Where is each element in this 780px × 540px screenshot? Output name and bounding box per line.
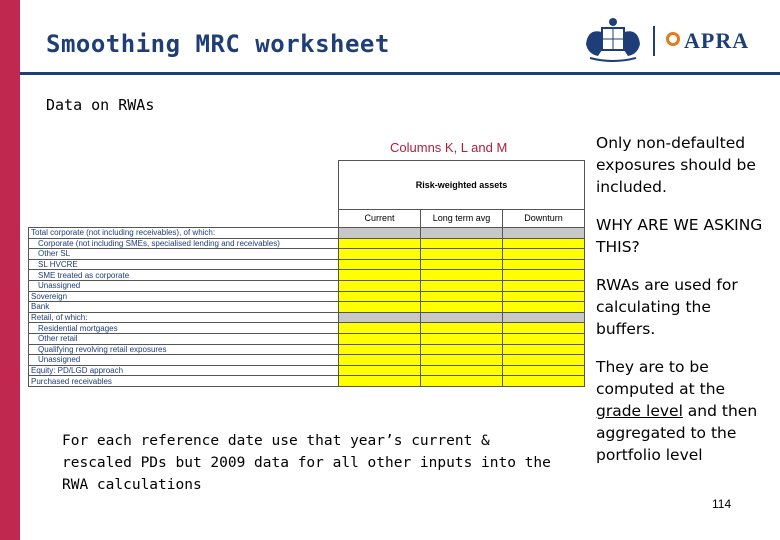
table-row [29, 355, 585, 366]
column-header: Downturn [503, 210, 585, 228]
table-column-header-row [29, 210, 585, 228]
input-cell[interactable] [503, 355, 585, 366]
row-label: Total corporate (not including receivables), of which: [29, 228, 339, 239]
left-accent-bar [0, 0, 20, 540]
input-cell[interactable] [503, 323, 585, 334]
input-cell[interactable] [339, 238, 421, 249]
input-cell[interactable] [503, 238, 585, 249]
input-cell[interactable] [421, 249, 503, 260]
input-cell[interactable] [421, 323, 503, 334]
input-cell[interactable] [503, 344, 585, 355]
row-label: Retail, of which: [29, 312, 339, 323]
input-cell[interactable] [421, 270, 503, 281]
input-cell[interactable] [421, 355, 503, 366]
apra-logo-text: APRA [684, 28, 750, 53]
row-label: SME treated as corporate [29, 270, 339, 281]
input-cell[interactable] [339, 291, 421, 302]
input-cell[interactable] [339, 270, 421, 281]
input-cell[interactable] [503, 249, 585, 260]
table-row [29, 365, 585, 376]
input-cell[interactable] [421, 291, 503, 302]
input-cell[interactable] [421, 280, 503, 291]
table-row [29, 238, 585, 249]
input-cell[interactable] [339, 376, 421, 387]
input-cell[interactable] [421, 259, 503, 270]
coat-of-arms-icon [578, 14, 648, 66]
title-divider [20, 72, 780, 75]
note-rwa-usage: RWAs are used for calculating the buffers. [596, 276, 738, 338]
row-label: Purchased receivables [29, 376, 339, 387]
input-cell[interactable] [339, 302, 421, 313]
input-cell[interactable] [339, 259, 421, 270]
table-row [29, 259, 585, 270]
input-cell[interactable] [503, 259, 585, 270]
slide-title: Smoothing MRC worksheet [46, 30, 390, 58]
input-cell[interactable] [339, 333, 421, 344]
input-cell[interactable] [421, 333, 503, 344]
input-cell[interactable] [503, 376, 585, 387]
input-cell[interactable] [503, 228, 585, 239]
instruction-note: For each reference date use that year’s current & rescaled PDs but 2009 data for all other inputs into the RWA calculations [62, 433, 551, 493]
input-cell[interactable] [503, 302, 585, 313]
logo-group [578, 14, 768, 66]
apra-ring-icon [666, 32, 680, 46]
logo-separator [653, 26, 655, 56]
input-cell[interactable] [339, 355, 421, 366]
row-label: Unassigned [29, 355, 339, 366]
row-label: Unassigned [29, 280, 339, 291]
input-cell[interactable] [421, 365, 503, 376]
input-cell[interactable] [503, 312, 585, 323]
column-header: Current [339, 210, 421, 228]
row-label: Other retail [29, 333, 339, 344]
input-cell[interactable] [339, 280, 421, 291]
input-cell[interactable] [421, 344, 503, 355]
rwa-table [28, 160, 585, 387]
input-cell[interactable] [421, 312, 503, 323]
table-row [29, 376, 585, 387]
row-label: Sovereign [29, 291, 339, 302]
table-row [29, 312, 585, 323]
input-cell[interactable] [339, 228, 421, 239]
note-computation: They are to be computed at the grade level and then aggregated to the portfolio level [596, 358, 758, 464]
input-cell[interactable] [339, 323, 421, 334]
table-row [29, 249, 585, 260]
note-why-asking: WHY ARE WE ASKING THIS? [596, 216, 763, 256]
table-row [29, 333, 585, 344]
input-cell[interactable] [503, 333, 585, 344]
input-cell[interactable] [339, 312, 421, 323]
note-non-defaulted: Only non-defaulted exposures should be included. [596, 134, 756, 196]
table-row [29, 270, 585, 281]
row-label: Bank [29, 302, 339, 313]
page-number: 114 [712, 497, 732, 511]
side-notes [596, 132, 766, 482]
row-label: SL HVCRE [29, 259, 339, 270]
input-cell[interactable] [421, 302, 503, 313]
table-row [29, 280, 585, 291]
input-cell[interactable] [503, 365, 585, 376]
input-cell[interactable] [421, 228, 503, 239]
table-row [29, 228, 585, 239]
header-risk-weighted-assets: Risk-weighted assets [339, 161, 585, 210]
column-header: Long term avg [421, 210, 503, 228]
grade-level-text: grade level [596, 402, 683, 420]
row-label: Residential mortgages [29, 323, 339, 334]
table-row [29, 291, 585, 302]
row-label: Equity: PD/LGD approach [29, 365, 339, 376]
row-label: Other SL [29, 249, 339, 260]
input-cell[interactable] [421, 376, 503, 387]
row-label: Qualifying revolving retail exposures [29, 344, 339, 355]
input-cell[interactable] [339, 249, 421, 260]
input-cell[interactable] [339, 365, 421, 376]
input-cell[interactable] [503, 291, 585, 302]
input-cell[interactable] [503, 280, 585, 291]
table-caption: Columns K, L and M [390, 140, 508, 155]
table-row [29, 344, 585, 355]
row-label: Corporate (not including SMEs, specialised lending and receivables) [29, 238, 339, 249]
input-cell[interactable] [421, 238, 503, 249]
input-cell[interactable] [503, 270, 585, 281]
table-header-row [29, 161, 585, 210]
section-subtitle: Data on RWAs [46, 96, 155, 114]
table-row [29, 302, 585, 313]
input-cell[interactable] [339, 344, 421, 355]
table-row [29, 323, 585, 334]
